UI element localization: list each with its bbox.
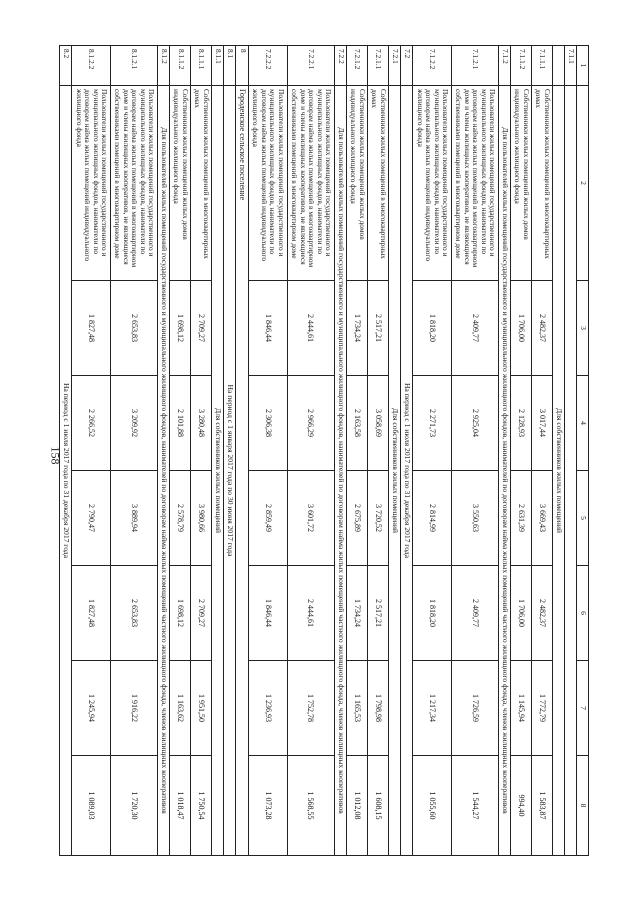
tariff-value: 1 018,47 (170, 756, 191, 856)
page-number: 158 (48, 446, 63, 465)
table-row-period (60, 46, 72, 856)
tariff-value: 2 101,88 (170, 376, 191, 471)
row-code: 8.1.2 (158, 46, 170, 86)
tariff-value: 3 017,44 (532, 376, 553, 471)
tariff-value: 1 568,55 (287, 756, 334, 856)
tariff-value: 1 236,93 (249, 661, 288, 756)
column-number: 1 (577, 46, 589, 86)
tariff-value: 1 916,22 (110, 661, 157, 756)
period-heading: На период с 1 января 2017 года по 30 июня 2017 года (224, 86, 236, 856)
tariff-value: 2 925,04 (451, 376, 498, 471)
tariff-value: 2 966,29 (287, 376, 334, 471)
tariff-value: 1 583,87 (532, 756, 553, 856)
row-description: Пользователи жилых помещений государственного и муниципального жилищных фондов, наниматели по договорам найма жилых помещений индивидуального жилищного фонда (72, 86, 111, 281)
row-code: 7.1.2 (499, 46, 511, 86)
tariff-value: 2 444,61 (287, 566, 334, 661)
row-description: Собственники жилых помещений в многоквартирных домах (191, 86, 212, 281)
tariff-value: 1 827,48 (72, 281, 111, 376)
tariff-value: 2 444,61 (287, 281, 334, 376)
tariff-value: 994,40 (511, 756, 532, 856)
row-description: Пользователи жилых помещений государственного и муниципального жилищных фондов, наниматели по договорам найма жилых помещений в многоквартирном доме и члены жилищных кооперативов, не являющиеся собственниками помещений в многоквартирном доме (451, 86, 498, 281)
tariff-value: 1 012,08 (347, 756, 368, 856)
tariff-value: 3 550,63 (451, 471, 498, 566)
table-row-period (401, 46, 413, 856)
column-number: 7 (577, 661, 589, 756)
column-number: 3 (577, 281, 589, 376)
tariff-value: 2 271,73 (413, 376, 452, 471)
tariff-value: 1 706,00 (511, 566, 532, 661)
row-code: 8 (236, 46, 249, 86)
tariff-value: 1 245,94 (72, 661, 111, 756)
tariff-value: 2 409,77 (451, 281, 498, 376)
section-heading: Для пользователей жилых помещений государственного и муниципального жилищного фондов, нанимателей по договорам найма жилых помещений частного жилищного фонда, членов жилищных кооперативов (158, 86, 170, 856)
row-description: Собственники жилых помещений жилых домов индивидуального жилищного фонда (511, 86, 532, 281)
tariff-value: 1 706,00 (511, 281, 532, 376)
tariff-table (59, 45, 589, 856)
table-row (287, 46, 334, 856)
tariff-value: 1 734,24 (347, 566, 368, 661)
row-code: 8.1.1.1 (191, 46, 212, 86)
rotated-table-container (59, 45, 589, 855)
tariff-value: 2 163,58 (347, 376, 368, 471)
row-description: Пользователи жилых помещений государственного и муниципального жилищных фондов, наниматели по договорам найма жилых помещений в многоквартирном доме и члены жилищных кооперативов, не являющиеся собственниками помещений в многоквартирном доме (287, 86, 334, 281)
row-code: 8.1 (224, 46, 236, 86)
row-code: 8.1.1.2 (170, 46, 191, 86)
tariff-value: 2 631,39 (511, 471, 532, 566)
tariff-value: 2 709,27 (191, 281, 212, 376)
column-number: 2 (577, 86, 589, 281)
row-code: 8.1.1 (212, 46, 224, 86)
tariff-value: 2 653,83 (110, 281, 157, 376)
period-heading: На период с 1 июля 2017 года по 31 декабря 2017 года (60, 86, 72, 856)
tariff-value: 1 846,44 (249, 281, 288, 376)
tariff-value: 1 698,12 (170, 281, 191, 376)
section-heading: Для собственников жилых помещений (212, 86, 224, 856)
table-row-settlement (236, 46, 249, 856)
column-number: 8 (577, 756, 589, 856)
tariff-value: 3 720,52 (368, 471, 389, 566)
tariff-value: 1 951,50 (191, 661, 212, 756)
tariff-value: 2 709,27 (191, 566, 212, 661)
row-code: 7.2.2.2 (249, 46, 288, 86)
column-number: 6 (577, 566, 589, 661)
table-row (72, 46, 111, 856)
tariff-value: 3 669,43 (532, 471, 553, 566)
tariff-value: 1 544,27 (451, 756, 498, 856)
row-code: 8.1.2.1 (110, 46, 157, 86)
row-code: 7.2 (401, 46, 413, 86)
table-row (511, 46, 532, 856)
row-code: 7.1.1 (565, 46, 577, 86)
tariff-value: 2 482,37 (532, 566, 553, 661)
tariff-value: 2 517,21 (368, 281, 389, 376)
tariff-value: 1 750,54 (191, 756, 212, 856)
column-number-row (577, 46, 589, 856)
tariff-value: 1 827,48 (72, 566, 111, 661)
column-number: 4 (577, 376, 589, 471)
column-number: 5 (577, 471, 589, 566)
table-row (110, 46, 157, 856)
table-row-section (553, 46, 565, 856)
tariff-value: 1 145,94 (511, 661, 532, 756)
table-row (249, 46, 288, 856)
tariff-value: 2 578,79 (170, 471, 191, 566)
tariff-value: 2 859,49 (249, 471, 288, 566)
empty-cell (565, 86, 577, 856)
row-code: 7.2.1.2 (347, 46, 368, 86)
tariff-value: 1 073,28 (249, 756, 288, 856)
row-description: Собственники жилых помещений в многоквартирных домах (368, 86, 389, 281)
tariff-value: 3 601,72 (287, 471, 334, 566)
row-code: 7.2.2 (335, 46, 347, 86)
tariff-value: 3 058,69 (368, 376, 389, 471)
tariff-value: 2 814,99 (413, 471, 452, 566)
tariff-value: 3 209,92 (110, 376, 157, 471)
tariff-value: 1 798,98 (368, 661, 389, 756)
row-code: 8.1.2.2 (72, 46, 111, 86)
tariff-value: 2 409,77 (451, 566, 498, 661)
tariff-value: 3 280,48 (191, 376, 212, 471)
tariff-value: 2 675,89 (347, 471, 368, 566)
table-row (532, 46, 553, 856)
settlement-name: Городенское сельское поселение (236, 86, 249, 856)
row-description: Пользователи жилых помещений государственного и муниципального жилищных фондов, наниматели по договорам найма жилых помещений индивидуального жилищного фонда (413, 86, 452, 281)
row-description: Пользователи жилых помещений государственного и муниципального жилищных фондов, наниматели по договорам найма жилых помещений в многоквартирном доме и члены жилищных кооперативов, не являющиеся собственниками помещений в многоквартирном доме (110, 86, 157, 281)
row-code: 7.1.1.2 (511, 46, 532, 86)
tariff-value: 1 752,78 (287, 661, 334, 756)
tariff-value: 2 482,37 (532, 281, 553, 376)
section-heading: Для пользователей жилых помещений государственного и муниципального жилищного фондов, нанимателей по договорам найма жилых помещений частного жилищного фонда, членов жилищных кооперативов (499, 86, 511, 856)
tariff-value: 1 217,34 (413, 661, 452, 756)
tariff-value: 1 734,24 (347, 281, 368, 376)
section-heading: Для собственников жилых помещений (553, 86, 565, 856)
row-code: 7.2.1.1 (368, 46, 389, 86)
empty-cell (553, 46, 565, 86)
table-row-code (565, 46, 577, 856)
section-heading: Для пользователей жилых помещений государственного и муниципального жилищного фондов, нанимателей по договорам найма жилых помещений частного жилищного фонда, членов жилищных кооперативов (335, 86, 347, 856)
row-code: 7.2.2.1 (287, 46, 334, 86)
tariff-value: 1 720,30 (110, 756, 157, 856)
row-code: 8.2 (60, 46, 72, 86)
row-description: Собственники жилых помещений жилых домов индивидуального жилищного фонда (170, 86, 191, 281)
tariff-value: 1 698,12 (170, 566, 191, 661)
tariff-value: 1 846,44 (249, 566, 288, 661)
table-row-section (335, 46, 347, 856)
tariff-value: 3 889,94 (110, 471, 157, 566)
table-row (413, 46, 452, 856)
table-row-section (158, 46, 170, 856)
tariff-value: 1 818,20 (413, 566, 452, 661)
tariff-value: 1 089,03 (72, 756, 111, 856)
table-row (170, 46, 191, 856)
table-body (60, 46, 577, 856)
row-description: Собственники жилых помещений жилых домов индивидуального жилищного фонда (347, 86, 368, 281)
tariff-value: 1 055,60 (413, 756, 452, 856)
table-row-period (224, 46, 236, 856)
table-row-section (212, 46, 224, 856)
row-code: 7.2.1 (388, 46, 400, 86)
tariff-value: 1 818,20 (413, 281, 452, 376)
table-row (451, 46, 498, 856)
tariff-value: 2 306,38 (249, 376, 288, 471)
row-code: 7.1.2.1 (451, 46, 498, 86)
tariff-value: 1 163,62 (170, 661, 191, 756)
row-description: Пользователи жилых помещений государственного и муниципального жилищных фондов, наниматели по договорам найма жилых помещений индивидуального жилищного фонда (249, 86, 288, 281)
table-row (191, 46, 212, 856)
table-row (347, 46, 368, 856)
tariff-value: 1 772,79 (532, 661, 553, 756)
tariff-value: 1 608,15 (368, 756, 389, 856)
tariff-value: 2 266,52 (72, 376, 111, 471)
tariff-value: 1 726,59 (451, 661, 498, 756)
tariff-value: 1 165,53 (347, 661, 368, 756)
row-code: 7.1.1.1 (532, 46, 553, 86)
row-description: Собственники жилых помещений в многоквартирных домах (532, 86, 553, 281)
row-code: 7.1.2.2 (413, 46, 452, 86)
section-heading: Для собственников жилых помещений (388, 86, 400, 856)
tariff-value: 2 128,93 (511, 376, 532, 471)
tariff-value: 2 517,21 (368, 566, 389, 661)
period-heading: На период с 1 июля 2017 года по 31 декабря 2017 года (401, 86, 413, 856)
tariff-value: 3 980,66 (191, 471, 212, 566)
tariff-value: 2 653,83 (110, 566, 157, 661)
table-row-section (499, 46, 511, 856)
table-row-section (388, 46, 400, 856)
tariff-value: 2 790,47 (72, 471, 111, 566)
table-row (368, 46, 389, 856)
